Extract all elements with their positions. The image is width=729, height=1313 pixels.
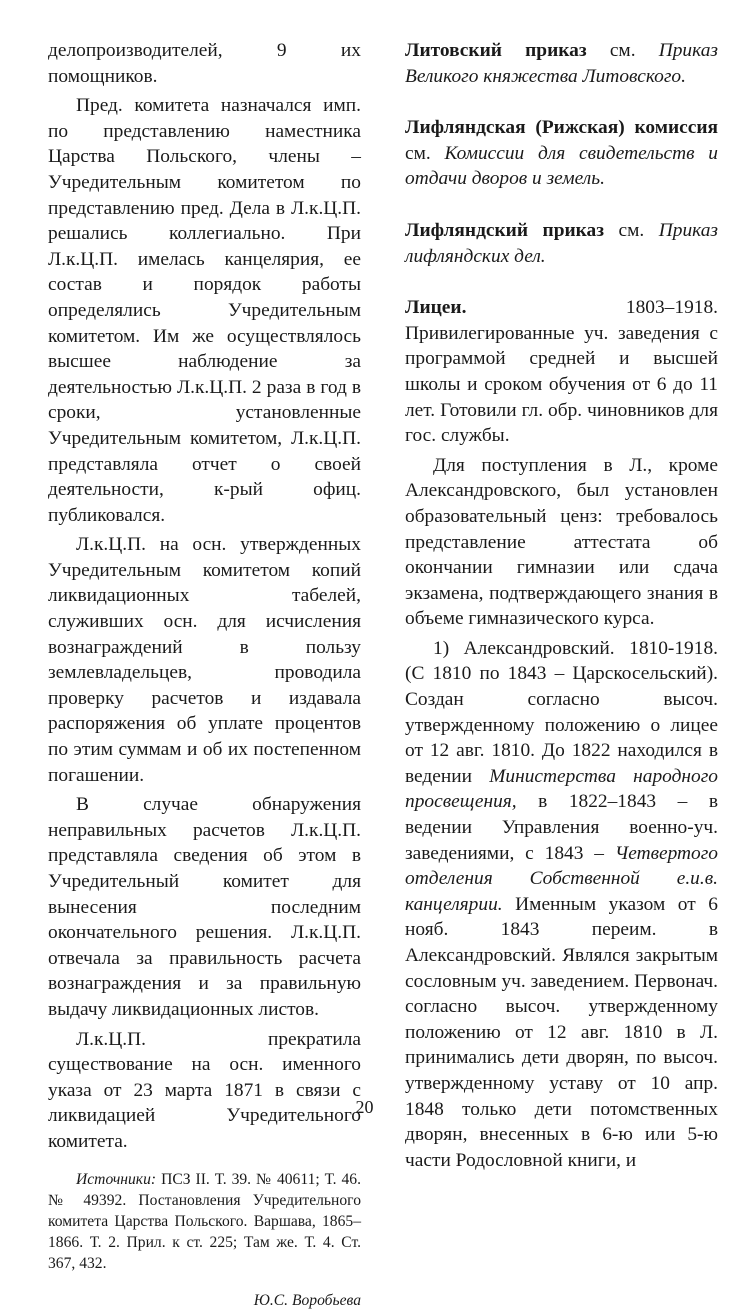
- right-column: [405, 38, 718, 1173]
- see-label: см.: [405, 142, 431, 164]
- entry-litovsky-prikaz: [405, 38, 718, 89]
- alex-ref-chancellery: Четвертого отделения Собственной е.и.в. канцелярии.: [405, 842, 718, 915]
- entry-heading: Литовский приказ: [405, 40, 587, 61]
- entry-heading: Лифляндская (Рижская) комиссия: [405, 117, 718, 139]
- page-number: 20: [355, 1097, 374, 1117]
- alexandrovsky-paragraph: [405, 636, 718, 1173]
- entry-heading: Лицеи.: [405, 297, 467, 319]
- sources-label: Источники:: [76, 1170, 157, 1188]
- cross-reference: Приказ Великого княжества Литовского.: [405, 40, 718, 87]
- left-paragraph-1: делопроизводителей, 9 их помощников.: [48, 40, 361, 87]
- see-label: см.: [609, 40, 636, 61]
- left-column: [48, 38, 361, 1313]
- left-paragraph-2: Пред. комитета назначался имп. по представлению наместника Царства Польского, члены – Учредительным комитетом по представлению пред. Дела в Л.к.Ц.П. решались коллегиально. При Л.к.Ц.П. имелась канцелярия, ее состав и порядок работы определялись Учредительным комитетом. Им же осуществлялось высшее наблюдение за деятельностью Л.к.Ц.П. 2 раза в год в сроки, установленные Учредительным комитетом, Л.к.Ц.П. представляла отчет о своей деятельности, к-рый офиц. публиковался.: [48, 95, 361, 526]
- cross-reference: Приказ лифляндских дел.: [405, 219, 718, 267]
- sources: [48, 1169, 361, 1274]
- entry-liflyandskaya-komissiya: [405, 115, 718, 192]
- left-paragraph-5: Л.к.Ц.П. прекратила существование на осн. именного указа от 23 марта 1871 в связи с ликвидацией Учредительного комитета.: [48, 1028, 361, 1152]
- left-paragraph-4: В случае обнаружения неправильных расчетов Л.к.Ц.П. представляла сведения об этом в Учредительный комитет для вынесения последним окончательного решения. Л.к.Ц.П. отвечала за правильность расчета вознаграждения и за правильную выдачу ликвидационных листов.: [48, 794, 361, 1020]
- entry-heading: Лифляндский приказ: [405, 219, 605, 241]
- alex-ref-ministry: Министерства народного просвещения,: [405, 765, 718, 813]
- left-paragraph-3: Л.к.Ц.П. на осн. утвержденных Учредительным комитетом копий ликвидационных табелей, служивших осн. для исчисления вознаграждений в пользу землевладельцев, проводила проверку расчетов и издавала распоряжения об уплате процентов по этим суммам и об их постепенном погашении.: [48, 534, 361, 786]
- admission-paragraph: Для поступления в Л., кроме Александровского, был установлен образовательный ценз: требовалось представление аттестата об окончании гимназии или сдача экзамена, подтверждающего знания в объеме гимназического курса.: [405, 454, 718, 630]
- sources-text: ПСЗ II. Т. 39. № 40611; Т. 46. № 49392. Постановления Учредительного комитета Царства Польского. Варшава, 1865–1866. Т. 2. Прил. к ст. 225; Там же. Т. 4. Ст. 367, 432.: [48, 1170, 361, 1272]
- alex-text-2: в 1822–1843 – в ведении Управления военно-уч. заведениями, с 1843 –: [405, 791, 718, 864]
- entry-litsei: [405, 295, 718, 449]
- entry-text: 1803–1918. Привилегированные уч. заведения с программой средней и высшей школы и сроком обучения от 6 до 11 лет. Готовили гл. обр. чиновников для гос. службы.: [405, 297, 718, 447]
- author-signature: Ю.С. Воробьева: [253, 1291, 361, 1309]
- cross-reference: Комиссии для свидетельств и отдачи дворов и земель.: [405, 142, 718, 190]
- entry-liflyandsky-prikaz: [405, 218, 718, 269]
- alex-text-1: 1) Александровский. 1810-1918. (С 1810 по 1843 – Царскосельский). Создан согласно высоч. утвержденному положению о лицее от 12 авг. 1810. До 1822 находился в ведении: [405, 637, 718, 787]
- alex-text-3: Именным указом от 6 нояб. 1843 переим. в Александровский. Являлся закрытым сословным уч. заведением. Первонач. согласно высоч. утвержденному положению от 12 авг. 1810 в Л. принимались дети дворян, по высоч. утвержденному уставу от 10 апр. 1848 только дети потомственных дворян, внесенных в 6-ю или 5-ю части Родословной книги, и: [405, 893, 718, 1171]
- see-label: см.: [618, 219, 645, 241]
